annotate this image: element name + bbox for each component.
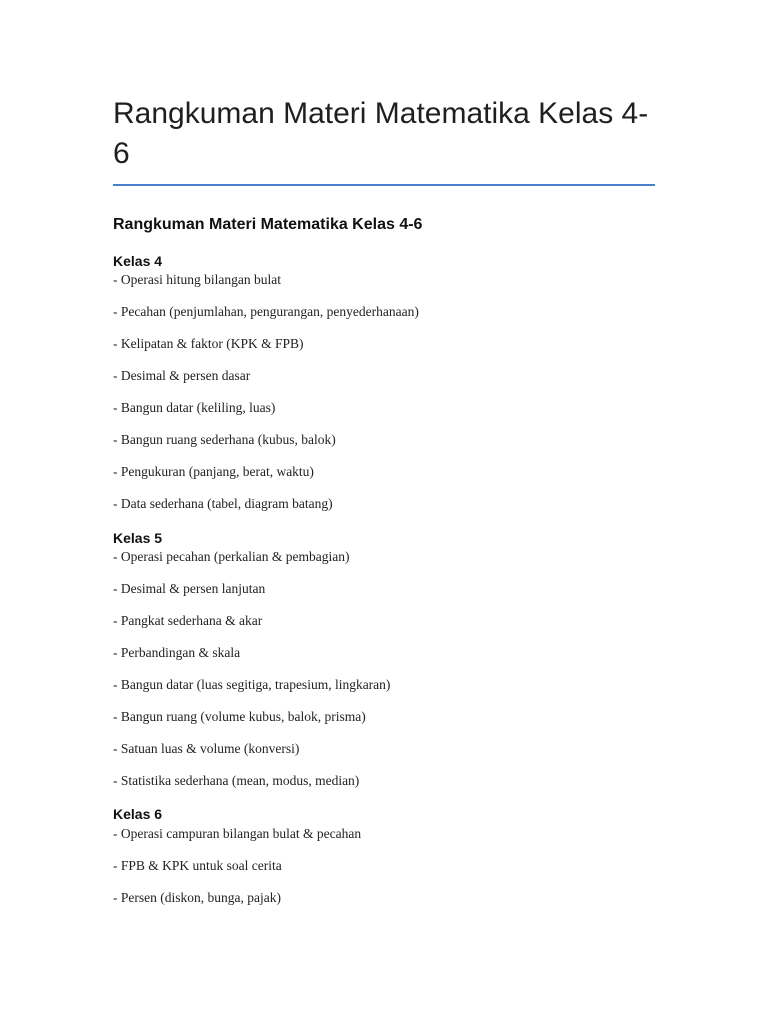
list-item: - Bangun ruang (volume kubus, balok, prisma)	[113, 709, 366, 724]
list-item: - Statistika sederhana (mean, modus, median)	[113, 773, 360, 788]
list-item: - Desimal & persen lanjutan	[113, 581, 266, 596]
list-item: - Data sederhana (tabel, diagram batang)	[113, 496, 333, 511]
list-item: - Operasi campuran bilangan bulat & pecahan	[113, 826, 362, 841]
list-item: - Pengukuran (panjang, berat, waktu)	[113, 464, 314, 479]
list-item: - Persen (diskon, bunga, pajak)	[113, 890, 281, 905]
section-heading-kelas-4: Kelas 4	[113, 253, 163, 269]
list-item: - Satuan luas & volume (konversi)	[113, 741, 300, 756]
section-heading-kelas-6: Kelas 6	[113, 806, 163, 822]
document-content	[113, 94, 655, 946]
list-item: - Operasi pecahan (perkalian & pembagian)	[113, 549, 350, 564]
list-item: - Pangkat sederhana & akar	[113, 613, 263, 628]
list-item: - Kelipatan & faktor (KPK & FPB)	[113, 336, 304, 351]
document-title: Rangkuman Materi Matematika Kelas 4-6	[113, 97, 649, 170]
list-item: - Perbandingan & skala	[113, 645, 241, 660]
section-heading-kelas-5: Kelas 5	[113, 530, 163, 546]
document-body	[113, 186, 655, 946]
list-item: - FPB & KPK untuk soal cerita	[113, 858, 282, 873]
list-item: - Desimal & persen dasar	[113, 368, 251, 383]
list-item: - Operasi hitung bilangan bulat	[113, 272, 281, 287]
list-item: - Pecahan (penjumlahan, pengurangan, penyederhanaan)	[113, 304, 419, 319]
list-item: - Bangun datar (luas segitiga, trapesium, lingkaran)	[113, 677, 391, 692]
document-heading: Rangkuman Materi Matematika Kelas 4-6	[113, 216, 423, 233]
list-item: - Bangun datar (keliling, luas)	[113, 400, 276, 415]
list-item: - Bangun ruang sederhana (kubus, balok)	[113, 432, 336, 447]
